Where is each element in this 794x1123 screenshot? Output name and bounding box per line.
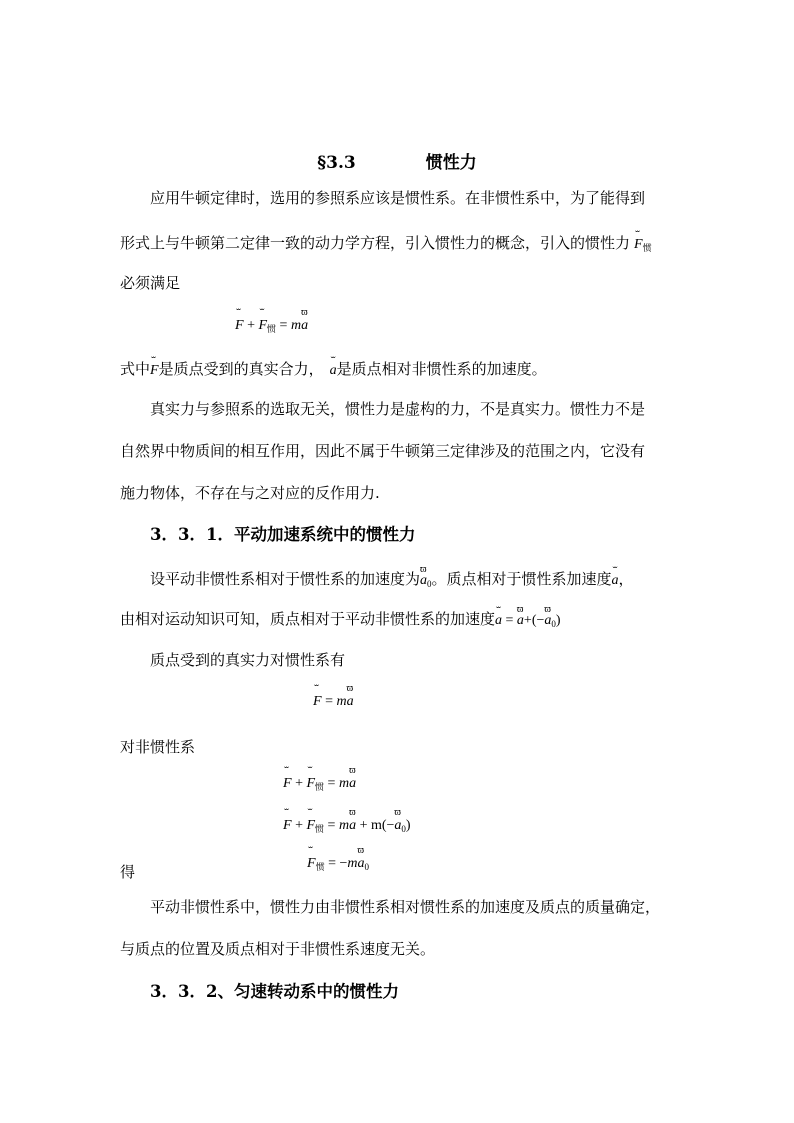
paragraph-line: [120, 233, 680, 258]
paragraph-line: 应用牛顿定律时，选用的参照系应该是惯性系。在非惯性系中，为了能得到: [150, 189, 646, 207]
equation-inertial-force-result: ˇˇ $F_惯 = -mϖ$ $a_0$: [307, 856, 369, 873]
section-heading-3-3-2: 3．3．2、匀速转动系中的惯性力: [150, 982, 399, 1001]
equation-noninertial-1: ˇˇ F + ˇˇ $F_惯 = mϖ$ a: [283, 776, 356, 793]
section-heading-3-3-1: 3．3．1．平动加速系统中的惯性力: [150, 525, 416, 544]
paragraph-line: 对非惯性系: [120, 738, 196, 756]
inertial-force-symbol: ˇˇ $F_惯$: [634, 235, 652, 258]
section-title: 惯性力: [425, 153, 477, 173]
paragraph-line: 真实力与参照系的选取无关，惯性力是虚构的力，不是真实力。惯性力不是: [150, 400, 646, 418]
equation-newton-inertial: ˇˇ F = mϖ a: [313, 694, 354, 710]
paragraph-line: 施力物体，不存在与之对应的反作用力.: [120, 484, 380, 502]
paragraph-line: 平动非惯性系中，惯性力由非惯性系相对惯性系的加速度及质点的质量确定，: [150, 898, 661, 916]
equation-newton-noninertial: ˇˇ F + ˇˇ $F_惯 = mϖ$ a: [235, 318, 308, 335]
paragraph-line: 式中ˇˇ F是质点受到的真实合力，ˇˇ a是质点相对非惯性系的加速度。: [120, 359, 680, 381]
page-title: [0, 148, 794, 173]
equation-noninertial-2: ˇˇ F + ˇˇ $F_惯 = mϖ$ a + m(−ϖ $a_0$): [283, 818, 411, 835]
paragraph-line: 由相对运动知识可知，质点相对于平动非惯性系的加速度ˇˇ a = ϖ a+(−ϖ $a_0$): [120, 609, 680, 634]
paragraph-line: 设平动非惯性系相对于惯性系的加速度为ϖ $a_0$。质点相对于惯性系加速度ˇˇ a，: [120, 569, 710, 594]
paragraph-line: 质点受到的真实力对惯性系有: [150, 651, 346, 669]
paragraph-line: 得: [120, 863, 136, 881]
paragraph-line: 必须满足: [120, 274, 181, 292]
paragraph-line: 自然界中物质间的相互作用，因此不属于牛顿第三定律涉及的范围之内，它没有: [120, 442, 646, 460]
paragraph-text: 形式上与牛顿第二定律一致的动力学方程，引入惯性力的概念，引入的惯性力: [120, 234, 631, 252]
paragraph-line: 与质点的位置及质点相对于非惯性系速度无关。: [120, 940, 436, 958]
section-number: §3.3: [317, 153, 356, 173]
